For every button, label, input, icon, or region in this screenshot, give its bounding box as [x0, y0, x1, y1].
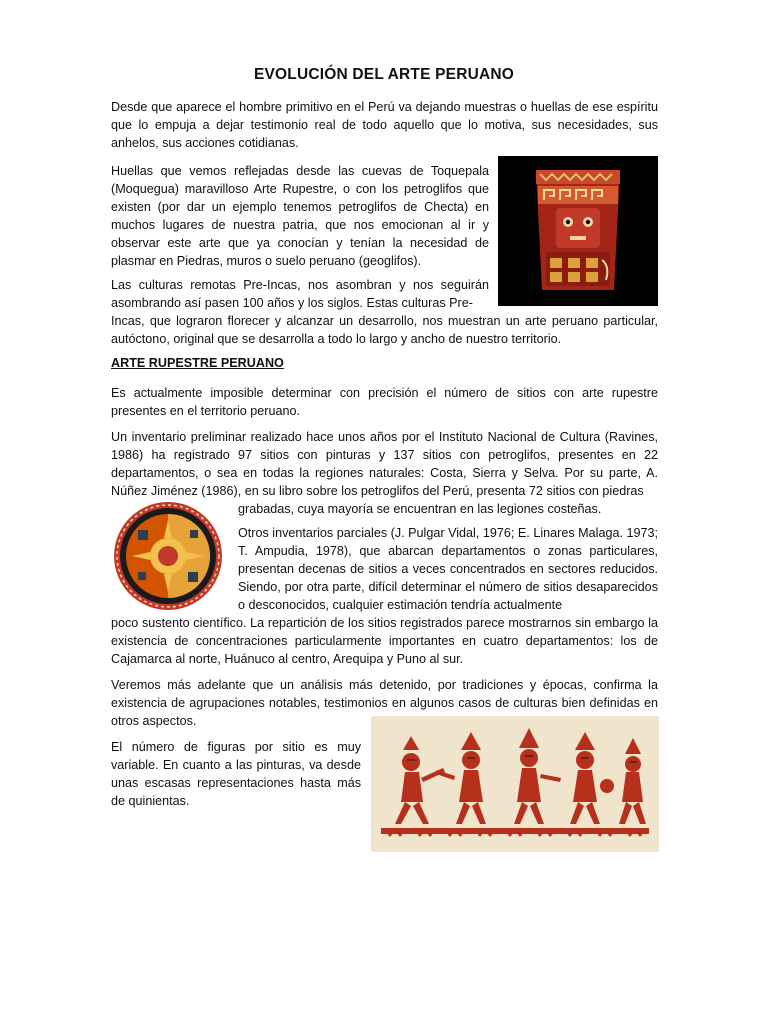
paragraph-culturas-part2: Incas, que lograron florecer y alcanzar un desarrollo, nos muestran un arte peruano particular, autóctono, original que se desarrolla a todo lo largo y ancho de nuestro territorio.	[111, 314, 658, 346]
section-heading: ARTE RUPESTRE PERUANO	[111, 356, 284, 370]
page-title: EVOLUCIÓN DEL ARTE PERUANO	[253, 66, 515, 83]
warriors-frieze-image	[371, 716, 659, 852]
paragraph-imposible: Es actualmente imposible determinar con precisión el número de sitios con arte rupestre presentes en el territorio peruano.	[111, 386, 658, 418]
vessel-image	[498, 156, 658, 306]
paragraph-huellas: Huellas que vemos reflejadas desde las cuevas de Toquepala (Moquegua) maravilloso Arte Rupestre, o con los petroglifos que existen (por dar un ejemplo tenemos petroglifos de Checta) en muchos lugares de nuestra patria, que nos emocionan al ir y observar este arte que ya conocían y tenían la necesidad de plasmar en Piedras, muros o suelo peruano (geoglifos).	[111, 164, 489, 268]
paragraph-otros-part1: Otros inventarios parciales (J. Pulgar Vidal, 1976; E. Linares Malaga. 1973; T. Ampudia, 1978), que abarcan departamentos o zonas particulares, presentan decenas de sitios a veces concentrados en sectores reducidos. Siendo, por otra parte, difícil determinar el número de sitios desaparecidos o desconocidos, cualquier estimación tendría actualmente	[238, 526, 658, 612]
paragraph-inventario-part2: grabadas, cuya mayoría se encuentran en las legiones costeñas.	[238, 502, 602, 516]
paragraph-inventario-part1: Un inventario preliminar realizado hace unos años por el Instituto Nacional de Cultura (Ravines, 1986) ha registrado 97 sitios con pinturas y 137 sitios con petroglifos, presentes en 22 departamentos, o sea en todas la regiones naturales: Costa, Sierra y Selva. Por su parte, A. Núñez Jiménez (1986), en su libro sobre los petroglifos del Perú, presenta 72 sitios con piedras	[111, 430, 658, 498]
sun-disc-image	[108, 500, 228, 612]
paragraph-intro: Desde que aparece el hombre primitivo en el Perú va dejando muestras o huellas de ese espíritu que lo empuja a dejar testimonio real de todo aquello que lo motiva, sus necesidades, sus anhelos, sus acciones cotidianas.	[111, 100, 658, 150]
paragraph-figuras: El número de figuras por sitio es muy variable. En cuanto a las pinturas, va desde unas escasas representaciones hasta más de quinientas.	[111, 740, 361, 808]
paragraph-veremos: Veremos más adelante que un análisis más detenido, por tradiciones y épocas, confirma la existencia de agrupaciones notables, testimonios en algunos casos de culturas bien definidas en otros aspectos.	[111, 678, 658, 728]
paragraph-culturas-part1: Las culturas remotas Pre-Incas, nos asombran y nos seguirán asombrando así pasen 100 años y los siglos. Estas culturas Pre-	[111, 278, 489, 310]
paragraph-otros-part2: poco sustento científico. La repartición de los sitios registrados parece mostrarnos sin embargo la existencia de concentraciones particularmente importantes en cuatro departamentos: los de Cajamarca al norte, Huánuco al centro, Arequipa y Puno al sur.	[111, 616, 658, 666]
